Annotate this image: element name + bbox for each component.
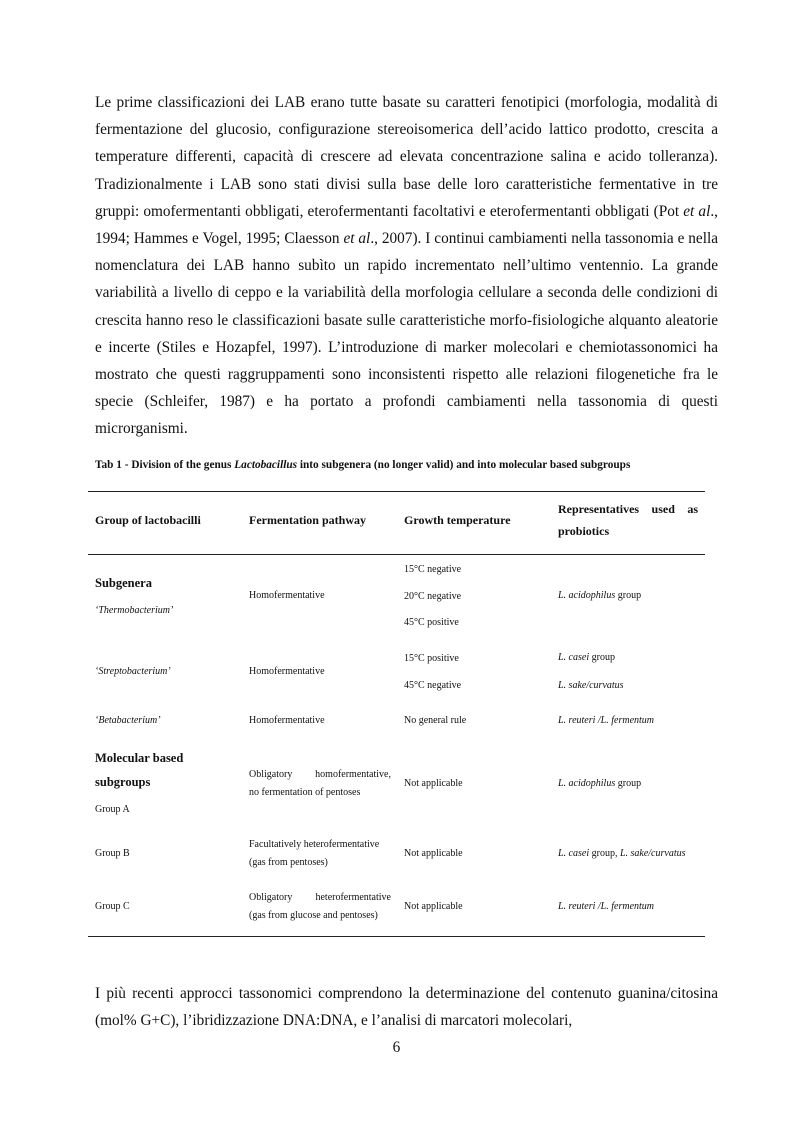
species-name: L. acidophilus (558, 590, 616, 601)
body-paragraph-1 (95, 89, 718, 443)
species-name: L. sake/curvatus (619, 848, 686, 859)
table-caption-label: Tab 1 - (95, 459, 132, 471)
header-group: Group of lactobacilli (95, 513, 201, 527)
header-temperature: Growth temperature (404, 513, 511, 527)
body-paragraph-2 (95, 980, 718, 1034)
species-name: L. acidophilus (558, 778, 616, 789)
species-suffix: group (615, 590, 642, 601)
row-group: ‘Betabacterium’ (95, 715, 161, 726)
section-molecular-line2: subgroups (95, 775, 151, 789)
table-caption (95, 459, 735, 471)
paragraph-1-text: Le prime classificazioni dei LAB erano tutte basate su caratteri fenotipici (morfologia, modalità di fermentazione del glucosio, configurazione stereoisomerica dell’acido lattico prodotto, crescita a temperature differenti, capacità di crescere ad elevata concentrazione salina e acido tolleranza). Tradizionalmente i LAB sono stati divisi sulla base delle loro caratteristiche fermentative in tre gruppi: omofermentanti obbligati, eterofermentanti facoltativi e eterofermentanti obbligati (Pot (95, 94, 718, 220)
row-representative (558, 776, 641, 792)
table-top-rule (88, 491, 705, 492)
table-caption-text: Division of the genus (131, 459, 235, 471)
table-caption-text-post: into subgenera (no longer valid) and into molecular based subgroups (297, 459, 631, 471)
citation-etal: et al (683, 202, 711, 220)
row-group: Group B (95, 848, 130, 859)
table-header-rule (88, 554, 705, 555)
row-pathway: Obligatory homofermentative, (249, 769, 391, 780)
row-temperature: No general rule (404, 715, 467, 726)
header-pathway: Fermentation pathway (249, 513, 366, 527)
row-temperature: Not applicable (404, 901, 463, 912)
row-pathway: Homofermentative (249, 590, 325, 601)
species-suffix: group (589, 652, 615, 663)
row-representative (558, 846, 686, 862)
section-molecular: Molecular based (95, 751, 184, 765)
page-number: 6 (392, 1039, 401, 1056)
row-temperature: Not applicable (404, 778, 463, 789)
table-caption-genus: Lactobacillus (234, 459, 298, 471)
row-pathway-line2: no fermentation of pentoses (249, 787, 361, 798)
row-pathway: Facultatively heterofermentative (249, 839, 380, 850)
species-suffix: group (615, 778, 642, 789)
row-representative: L. sake/curvatus (558, 680, 624, 691)
row-pathway-line2: (gas from glucose and pentoses) (249, 910, 378, 921)
species-name: L. casei (558, 652, 590, 663)
citation-etal: et al (343, 230, 371, 248)
row-pathway-line2: (gas from pentoses) (249, 857, 328, 868)
species-suffix: group, (589, 848, 620, 859)
species-name: L. casei (558, 848, 590, 859)
paragraph-2-text: I più recenti approcci tassonomici comprendono la determinazione del contenuto guanina/citosina (mol% G+C), l’ibridizzazione DNA:DNA, e l’analisi di marcatori molecolari, (95, 985, 718, 1030)
row-representative: L. reuteri /L. fermentum (558, 715, 655, 726)
section-subgenera: Subgenera (95, 576, 152, 590)
paragraph-1-text-mid: ., 1994; Hammes e Vogel, 1995; Claesson (95, 202, 718, 248)
row-temperature: 15°C positive (404, 653, 459, 664)
row-pathway: Homofermentative (249, 715, 325, 726)
row-group: ‘Streptobacterium’ (95, 666, 171, 677)
row-pathway: Obligatory heterofermentative (249, 892, 391, 903)
paragraph-1-text-rest: ., 2007). I continui cambiamenti nella tassonomia e nella nomenclatura dei LAB hanno subìto un rapido incrementato nell’ultimo ventennio. La grande variabilità a livello di ceppo e la variabilità della morfologia cellulare a seconda delle condizioni di crescita hanno reso le classificazioni basate sulle caratteristiche morfo-fisiologiche alquanto aleatorie e incerte (Stiles e Hozapfel, 1997). L’introduzione di marker molecolari e chemiotassonomici ha mostrato che questi raggruppamenti sono inconsistenti rispetto alle relazioni filogenetiche fra le specie (Schleifer, 1987) e ha portato a profondi cambiamenti nella tassonomia di questi microrganismi. (95, 230, 718, 438)
row-temperature: 15°C negative (404, 564, 462, 575)
row-temperature: 45°C positive (404, 617, 459, 628)
row-temperature: Not applicable (404, 848, 463, 859)
row-pathway: Homofermentative (249, 666, 325, 677)
row-group: Group C (95, 901, 130, 912)
row-representative (558, 650, 615, 666)
row-group: Group A (95, 804, 130, 815)
row-temperature: 20°C negative (404, 591, 462, 602)
row-representative: L. reuteri /L. fermentum (558, 901, 655, 912)
row-representative (558, 588, 641, 604)
row-group: ‘Thermobacterium’ (95, 605, 174, 616)
table-bottom-rule (88, 936, 705, 937)
header-probiotics: Representatives used as probiotics (558, 502, 698, 538)
row-temperature: 45°C negative (404, 680, 462, 691)
